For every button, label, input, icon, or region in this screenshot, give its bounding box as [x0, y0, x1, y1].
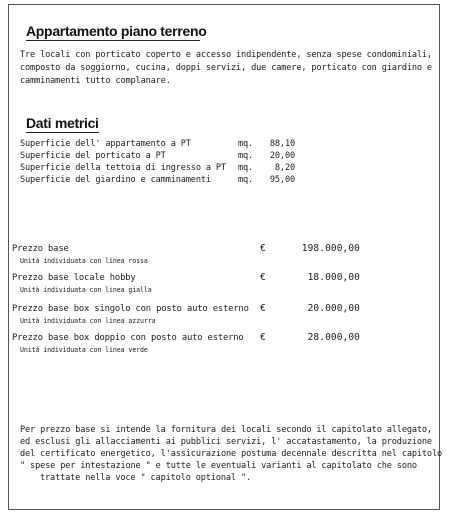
metric-unit: mq. — [238, 175, 254, 185]
title-underline — [26, 40, 200, 41]
price-label: Prezzo base box doppio con posto auto esterno — [12, 333, 244, 343]
currency-symbol: € — [260, 243, 266, 254]
currency-symbol: € — [260, 303, 266, 314]
metric-label: Superficie della tettoia di ingresso a PT — [20, 163, 226, 173]
metric-unit: mq. — [238, 151, 254, 161]
currency-symbol: € — [260, 272, 266, 283]
price-note: Unità individuata con linea rossa — [20, 257, 148, 265]
section-title-apartment — [26, 23, 206, 41]
metric-label: Superficie del porticato a PT — [20, 151, 166, 161]
price-note: Unità individuata con linea azzurra — [20, 317, 156, 325]
price-note: Unità individuata con linea gialla — [20, 286, 152, 294]
price-amount: 18.000,00 — [307, 272, 360, 283]
metric-value: 88,10 — [269, 139, 295, 149]
title-underline — [26, 132, 99, 133]
footer-line-5: trattate nella voce " capitolo optional ". — [40, 473, 252, 483]
section-title-metrics — [26, 115, 99, 133]
metric-label: Superficie del giardino e camminamenti — [20, 175, 211, 185]
metric-value: 20,00 — [269, 151, 295, 161]
footer-line-2: ed esclusi gli allacciamenti ai pubblici servizi, l' accatastamento, la produzione — [20, 437, 432, 447]
metric-unit: mq. — [238, 163, 254, 173]
price-amount: 28.000,00 — [307, 332, 360, 343]
footer-line-3: del certificato energetico, l'assicurazione postuma decennale descritta nel capitolo — [20, 449, 443, 459]
price-amount: 20.000,00 — [307, 303, 360, 314]
metric-value: 95,00 — [269, 175, 295, 185]
footer-line-4: " spese per intestazione " e tutte le eventuali varianti al capitolato che sono — [20, 461, 417, 471]
metric-unit: mq. — [238, 139, 254, 149]
price-label: Prezzo base locale hobby — [12, 273, 136, 283]
price-label: Prezzo base box singolo con posto auto esterno — [12, 304, 249, 314]
section-title-text: Appartamento piano terreno — [26, 23, 207, 39]
description-line-3: camminamenti tutto complanare. — [20, 76, 171, 86]
section-title-text: Dati metrici — [26, 115, 99, 131]
currency-symbol: € — [260, 332, 266, 343]
footer-line-1: Per prezzo base si intende la fornitura dei locali secondo il capitolato allegato, — [20, 425, 432, 435]
price-amount: 198.000,00 — [301, 243, 360, 254]
metric-label: Superficie dell' appartamento a PT — [20, 139, 191, 149]
price-note: Unità individuata con linea verde — [20, 346, 148, 354]
price-label: Prezzo base — [12, 244, 69, 254]
metric-value: 8,20 — [274, 163, 295, 173]
description-line-1: Tre locali con porticato coperto e accesso indipendente, senza spese condominiali, — [20, 50, 432, 60]
description-line-2: composto da soggiorno, cucina, doppi servizi, due camere, porticato con giardino e — [20, 63, 432, 73]
